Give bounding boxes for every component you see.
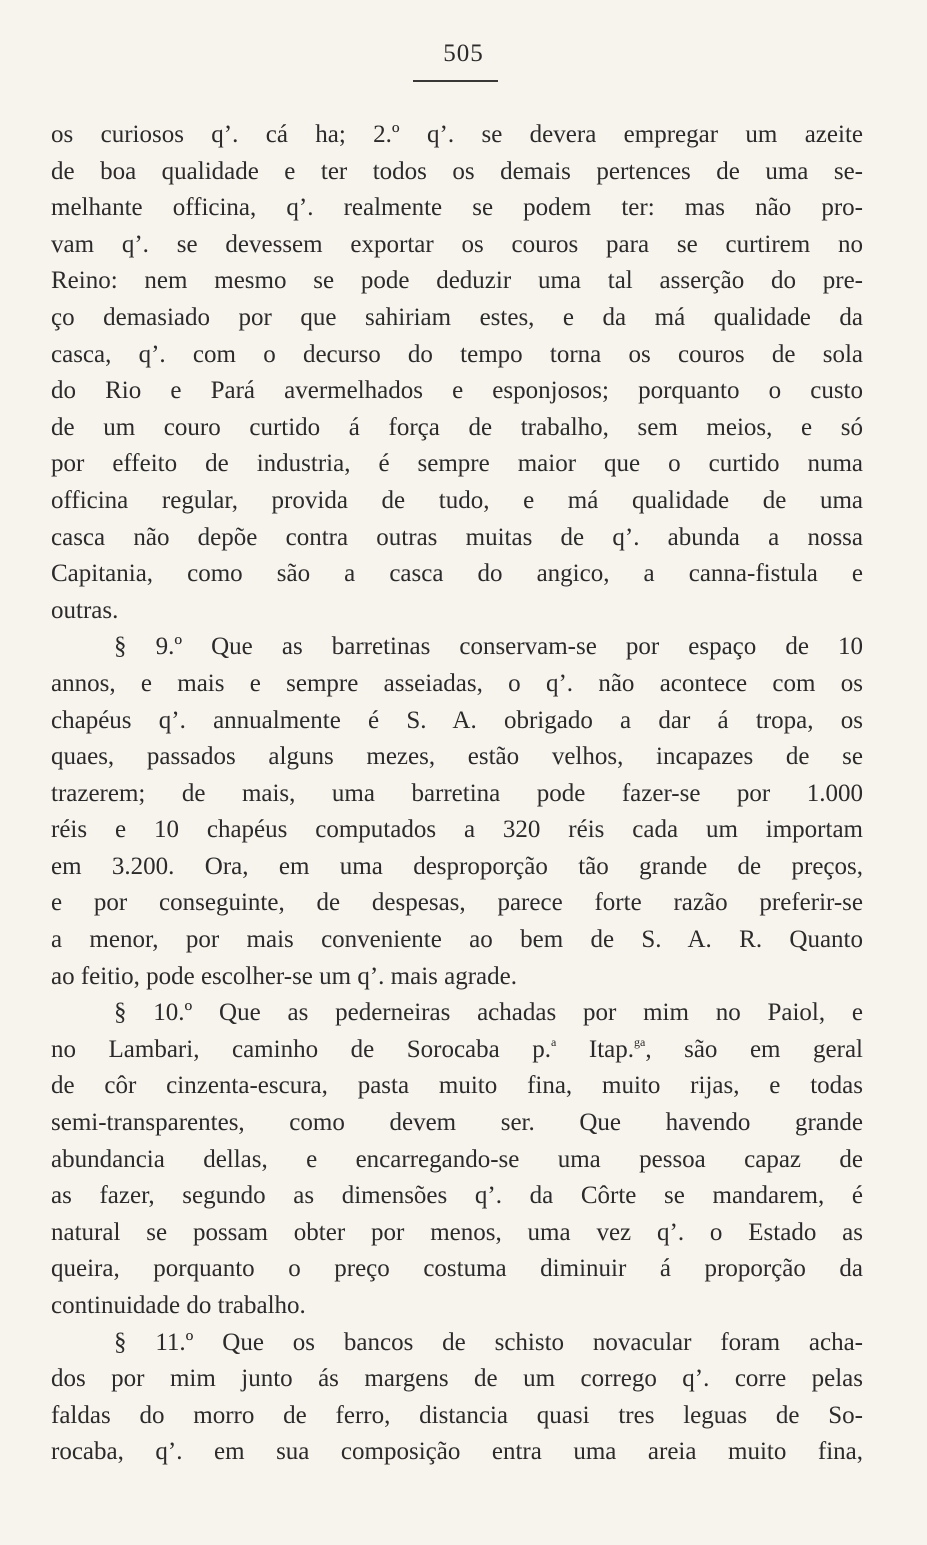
text-line xyxy=(51,1032,863,1069)
text-line: queira, porquanto o preço costuma diminuir á proporção da xyxy=(51,1255,863,1283)
text-line: Reino: nem mesmo se pode deduzir uma tal asserção do pre- xyxy=(51,267,863,295)
text-line: de um couro curtido á força de trabalho, sem meios, e só xyxy=(51,413,863,441)
paragraph-10-start: § 10.º Que as pederneiras achadas por mim no Paiol, e xyxy=(114,999,863,1027)
text-line: annos, e mais e sempre asseiadas, o q’. não acontece com os xyxy=(51,669,863,697)
text-line: réis e 10 chapéus computados a 320 réis cada um importam xyxy=(51,816,863,844)
text-line: rocaba, q’. em sua composição entra uma areia muito fina, xyxy=(51,1438,863,1466)
text-line: faldas do morro de ferro, distancia quasi tres leguas de So- xyxy=(51,1401,863,1429)
text-line: as fazer, segundo as dimensões q’. da Côrte se mandarem, é xyxy=(51,1182,863,1210)
line-part: , são em geral xyxy=(645,1035,863,1063)
text-line: abundancia dellas, e encarregando-se uma pessoa capaz de xyxy=(51,1145,863,1173)
text-line: quaes, passados alguns mezes, estão velhos, incapazes de se xyxy=(51,743,863,771)
text-line: officina regular, provida de tudo, e má qualidade de uma xyxy=(51,486,863,514)
text-line: chapéus q’. annualmente é S. A. obrigado a dar á tropa, os xyxy=(51,706,863,734)
text-line: outras. xyxy=(51,596,119,624)
text-line: ço demasiado por que sahiriam estes, e da má qualidade da xyxy=(51,303,863,331)
superscript-abbrev: a xyxy=(551,1034,557,1049)
text-line: melhante officina, q’. realmente se podem ter: mas não pro- xyxy=(51,194,863,222)
text-line: casca, q’. com o decurso do tempo torna os couros de sola xyxy=(51,340,863,368)
text-line: em 3.200. Ora, em uma desproporção tão grande de preços, xyxy=(51,852,863,880)
text-line: semi-transparentes, como devem ser. Que havendo grande xyxy=(51,1109,863,1137)
text-line: do Rio e Pará avermelhados e esponjosos; porquanto o custo xyxy=(51,377,863,405)
text-line: dos por mim junto ás margens de um corrego q’. corre pelas xyxy=(51,1365,863,1393)
body-text xyxy=(51,117,863,1471)
line-part: Itap. xyxy=(556,1035,634,1063)
text-line: ao feitio, pode escolher-se um q’. mais agrade. xyxy=(51,962,517,990)
page-number: 505 xyxy=(443,40,484,67)
text-line: trazerem; de mais, uma barretina pode fazer-se por 1.000 xyxy=(51,779,863,807)
text-line: a menor, por mais conveniente ao bem de S. A. R. Quanto xyxy=(51,926,863,954)
text-line: por effeito de industria, é sempre maior que o curtido numa xyxy=(51,450,863,478)
text-line: casca não depõe contra outras muitas de q’. abunda a nossa xyxy=(51,523,863,551)
text-line: continuidade do trabalho. xyxy=(51,1292,306,1319)
header-rule xyxy=(413,80,498,82)
text-line: os curiosos q’. cá ha; 2.º q’. se devera empregar um azeite xyxy=(51,121,863,148)
text-line: vam q’. se devessem exportar os couros para se curtirem no xyxy=(51,230,863,258)
text-line: de côr cinzenta-escura, pasta muito fina, muito rijas, e todas xyxy=(51,1072,863,1100)
paragraph-9-start: § 9.º Que as barretinas conservam-se por espaço de 10 xyxy=(114,633,863,661)
text-line: e por conseguinte, de despesas, parece forte razão preferir-se xyxy=(51,889,863,917)
text-line: Capitania, como são a casca do angico, a canna-fistula e xyxy=(51,560,863,588)
line-part: no Lambari, caminho de Sorocaba p. xyxy=(51,1035,552,1063)
text-line: de boa qualidade e ter todos os demais pertences de uma se- xyxy=(51,157,863,185)
paragraph-11-start: § 11.º Que os bancos de schisto novacular foram acha- xyxy=(114,1328,863,1356)
text-line: natural se possam obter por menos, uma vez q’. o Estado as xyxy=(51,1218,863,1246)
superscript-abbrev: ga xyxy=(634,1034,646,1049)
